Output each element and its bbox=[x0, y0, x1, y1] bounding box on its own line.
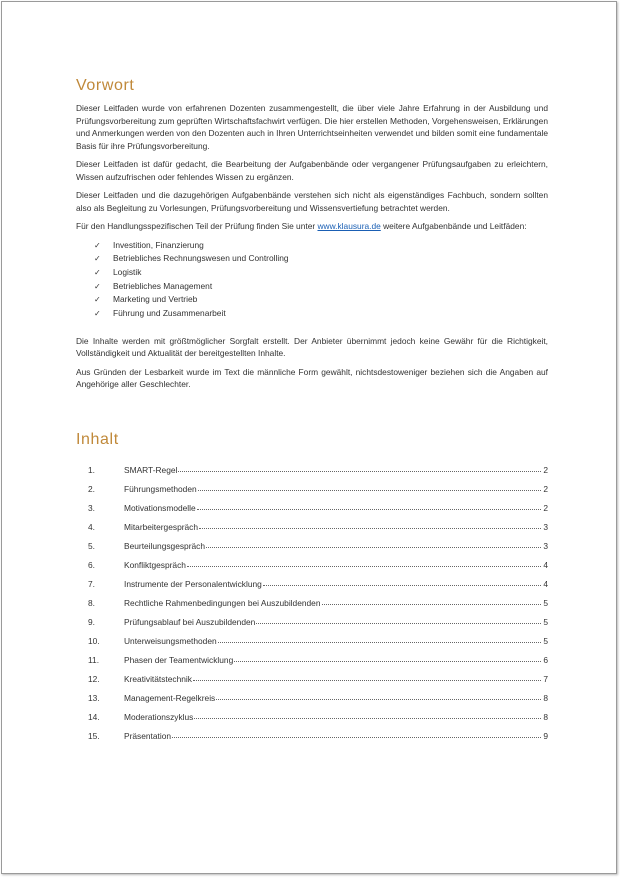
toc-entry-page: 5 bbox=[543, 616, 548, 627]
toc-entry[interactable] bbox=[76, 722, 548, 741]
toc-entry[interactable] bbox=[76, 608, 548, 627]
toc-dot-leader bbox=[216, 699, 541, 700]
checklist-item-label: Betriebliches Management bbox=[113, 280, 213, 291]
toc-entry[interactable] bbox=[76, 646, 548, 665]
intro-text-after-link: weitere Aufgabenbände und Leitfäden: bbox=[380, 221, 527, 231]
toc-dot-leader bbox=[322, 604, 542, 605]
klausura-link[interactable]: www.klausura.de bbox=[317, 221, 381, 231]
gender-note-paragraph: Aus Gründen der Lesbarkeit wurde im Text die männliche Form gewählt, nichtsdestoweniger beziehen sich die Angaben auf Angehörige aller Geschlechter. bbox=[76, 366, 548, 390]
toc-entry-number: 9. bbox=[88, 616, 95, 627]
checklist-item-label: Investition, Finanzierung bbox=[113, 239, 204, 250]
toc-entry-title: SMART-Regel bbox=[124, 464, 178, 475]
toc-entry[interactable] bbox=[76, 684, 548, 703]
toc-entry-page: 4 bbox=[543, 578, 548, 589]
toc-entry-title: Führungsmethoden bbox=[124, 483, 197, 494]
toc-entry[interactable] bbox=[76, 570, 548, 589]
toc-entry[interactable] bbox=[76, 456, 548, 475]
toc-entry-title: Mitarbeitergespräch bbox=[124, 521, 199, 532]
toc-entry-number: 15. bbox=[88, 730, 100, 741]
toc-entry-page: 8 bbox=[543, 711, 548, 722]
checklist-item-label: Marketing und Vertrieb bbox=[113, 294, 198, 305]
toc-dot-leader bbox=[187, 566, 541, 567]
toc-dot-leader bbox=[172, 737, 541, 738]
toc-entry-number: 7. bbox=[88, 578, 95, 589]
checkmark-icon: ✓ bbox=[94, 295, 101, 305]
document-page bbox=[1, 1, 617, 874]
checklist-item bbox=[94, 280, 548, 294]
vorwort-paragraph-1: Dieser Leitfaden wurde von erfahrenen Dozenten zusammengestellt, die über viele Jahre Erfahrung in der Ausbildung und Prüfungsvorbereitung zum geprüften Wirtschaftsfachwirt verfügen. Die hier erstellen Methoden, Vorgehensweisen, Erklärungen und Anmerkungen werden von den Dozenten auch in Ihren Unterrichtseinheiten verwendet und bilden somit eine fundamentale Basis für ihre Prüfungsvorbereitung. bbox=[76, 103, 548, 151]
toc-entry-page: 8 bbox=[543, 692, 548, 703]
toc-entry-page: 3 bbox=[543, 540, 548, 551]
toc-entry-page: 3 bbox=[543, 521, 548, 532]
toc-entry-title: Beurteilungsgespräch bbox=[124, 540, 206, 551]
checklist-item bbox=[94, 252, 548, 266]
checklist-item bbox=[94, 307, 548, 321]
toc-entry-title: Instrumente der Personalentwicklung bbox=[124, 578, 262, 589]
toc-entry-number: 3. bbox=[88, 502, 95, 513]
section-spacer bbox=[76, 397, 548, 430]
toc-entry[interactable] bbox=[76, 589, 548, 608]
inhalt-heading: Inhalt bbox=[76, 430, 119, 448]
toc-entry-title: Motivationsmodelle bbox=[124, 502, 196, 513]
toc-entry-page: 2 bbox=[543, 483, 548, 494]
toc-entry-page: 5 bbox=[543, 635, 548, 646]
toc-dot-leader bbox=[218, 642, 541, 643]
toc-entry-title: Management-Regelkreis bbox=[124, 692, 216, 703]
toc-entry-title: Prüfungsablauf bei Auszubildenden bbox=[124, 616, 256, 627]
toc-dot-leader bbox=[197, 509, 541, 510]
intro-text-before-link: Für den Handlungsspezifischen Teil der Prüfung finden Sie unter bbox=[76, 221, 318, 231]
toc-entry[interactable] bbox=[76, 627, 548, 646]
toc-entry-page: 6 bbox=[543, 654, 548, 665]
toc-entry-title: Konfliktgespräch bbox=[124, 559, 186, 570]
toc-entry-number: 8. bbox=[88, 597, 95, 608]
toc-dot-leader bbox=[178, 471, 541, 472]
vorwort-paragraph-2: Dieser Leitfaden ist dafür gedacht, die Bearbeitung der Aufgabenbände oder vergangener Prüfungsaufgaben zu erleichtern, Wissen aufzufrischen oder fehlendes Wissen zu ergänzen. bbox=[76, 159, 548, 182]
vorwort-heading: Vorwort bbox=[76, 77, 135, 94]
toc-dot-leader bbox=[199, 528, 541, 529]
toc-entry-page: 2 bbox=[543, 464, 548, 475]
toc-entry-number: 2. bbox=[88, 483, 95, 494]
toc-entry-number: 4. bbox=[88, 521, 95, 532]
table-of-contents bbox=[76, 456, 548, 741]
toc-dot-leader bbox=[234, 661, 541, 662]
checklist-item-label: Logistik bbox=[113, 266, 142, 277]
checklist-item bbox=[94, 239, 548, 253]
checkmark-icon: ✓ bbox=[94, 240, 101, 250]
toc-entry[interactable] bbox=[76, 475, 548, 494]
toc-entry-title: Rechtliche Rahmenbedingungen bei Auszubildenden bbox=[124, 597, 321, 608]
toc-entry-number: 6. bbox=[88, 559, 95, 570]
checklist-item-label: Betriebliches Rechnungswesen und Controlling bbox=[113, 253, 289, 264]
toc-entry[interactable] bbox=[76, 513, 548, 532]
vorwort-intro-paragraph bbox=[76, 220, 548, 233]
toc-entry[interactable] bbox=[76, 532, 548, 551]
toc-entry-number: 5. bbox=[88, 540, 95, 551]
checkmark-icon: ✓ bbox=[94, 267, 101, 277]
toc-entry-page: 7 bbox=[543, 673, 548, 684]
checklist-item bbox=[94, 293, 548, 307]
toc-entry[interactable] bbox=[76, 703, 548, 722]
toc-entry-number: 11. bbox=[88, 654, 100, 665]
toc-entry-number: 12. bbox=[88, 673, 100, 684]
toc-entry-number: 10. bbox=[88, 635, 100, 646]
toc-entry-number: 14. bbox=[88, 711, 100, 722]
toc-dot-leader bbox=[194, 718, 541, 719]
toc-entry-page: 2 bbox=[543, 502, 548, 513]
toc-entry[interactable] bbox=[76, 665, 548, 684]
toc-entry-title: Unterweisungsmethoden bbox=[124, 635, 217, 646]
checklist-item bbox=[94, 266, 548, 280]
toc-dot-leader bbox=[256, 623, 541, 624]
toc-entry-title: Moderationszyklus bbox=[124, 711, 194, 722]
checkmark-icon: ✓ bbox=[94, 281, 101, 291]
toc-dot-leader bbox=[193, 680, 541, 681]
toc-entry-title: Präsentation bbox=[124, 730, 172, 741]
toc-entry-title: Kreativitätstechnik bbox=[124, 673, 192, 684]
toc-entry-page: 9 bbox=[543, 730, 548, 741]
checklist-item-label: Führung und Zusammenarbeit bbox=[113, 308, 226, 319]
toc-entry-number: 1. bbox=[88, 464, 95, 475]
toc-dot-leader bbox=[206, 547, 541, 548]
checkmark-icon: ✓ bbox=[94, 309, 101, 319]
toc-entry[interactable] bbox=[76, 551, 548, 570]
toc-entry-page: 5 bbox=[543, 597, 548, 608]
toc-entry-page: 4 bbox=[543, 559, 548, 570]
toc-dot-leader bbox=[198, 490, 541, 491]
toc-dot-leader bbox=[263, 585, 541, 586]
disclaimer-paragraph: Die Inhalte werden mit größtmöglicher Sorgfalt erstellt. Der Anbieter übernimmt jedoch keine Gewähr für die Richtigkeit, Vollständigkeit und Aktualität der bereitgestellten Inhalte. bbox=[76, 335, 548, 359]
toc-entry-number: 13. bbox=[88, 692, 100, 703]
publication-checklist bbox=[94, 239, 548, 321]
checkmark-icon: ✓ bbox=[94, 254, 101, 264]
toc-entry[interactable] bbox=[76, 494, 548, 513]
vorwort-paragraph-3: Dieser Leitfaden und die dazugehörigen Aufgabenbände verstehen sich nicht als eigenständiges Fachbuch, sondern sollten also als Begleitung zu Vorlesungen, Prüfungsvorbereitung und Wissensvertiefung betrachtet werden. bbox=[76, 190, 548, 213]
toc-entry-title: Phasen der Teamentwicklung bbox=[124, 654, 234, 665]
page-content bbox=[76, 76, 548, 741]
